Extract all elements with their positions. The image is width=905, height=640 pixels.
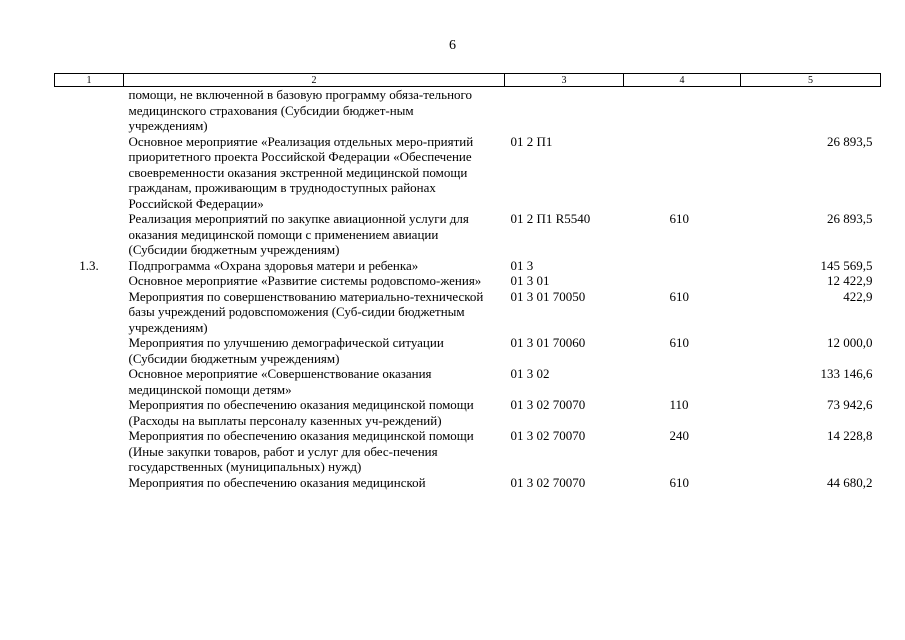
- row-code-cell: 01 3 01: [510, 273, 550, 288]
- row-name-cell: Мероприятия по улучшению демографической ситуации (Субсидии бюджетным учреждениям): [128, 335, 444, 366]
- row-code-cell: 01 3 01 70060: [510, 335, 586, 350]
- row-expense-type-cell: [624, 134, 741, 212]
- table-row: [55, 366, 881, 397]
- column-number-header-row: [55, 74, 881, 87]
- column-header-3: 3: [505, 74, 624, 87]
- column-header-5: 5: [741, 74, 881, 87]
- table-row: [55, 289, 881, 336]
- row-number-cell: [55, 366, 124, 397]
- row-name-cell: Реализация мероприятий по закупке авиационной услуги для оказания медицинской помощи с применением авиации (Субсидии бюджетным учреждениям): [128, 211, 469, 257]
- row-number-cell: [55, 397, 124, 428]
- table-body: [55, 87, 881, 491]
- row-code-cell: 01 3 02 70070: [510, 474, 586, 490]
- row-expense-type-cell: 610: [669, 288, 689, 304]
- table-row: [55, 273, 881, 289]
- row-number-cell: [55, 87, 124, 134]
- row-amount-cell: 422,9: [843, 288, 873, 304]
- row-number-cell: [55, 273, 124, 289]
- table-row: [55, 134, 881, 212]
- row-expense-type-cell: 110: [669, 397, 689, 412]
- row-number-cell: [55, 475, 124, 491]
- row-expense-type-cell: 610: [669, 474, 689, 490]
- row-amount-cell: 133 146,6: [820, 366, 873, 381]
- row-expense-type-cell: 240: [669, 428, 689, 443]
- row-number-cell: [55, 335, 124, 366]
- row-number-cell: [55, 134, 124, 212]
- row-amount-cell: 73 942,6: [827, 397, 873, 412]
- row-name-cell: Мероприятия по обеспечению оказания медицинской: [128, 474, 426, 490]
- column-header-1: 1: [55, 74, 124, 87]
- row-code-cell: 01 3 02 70070: [510, 428, 586, 443]
- row-expense-type-cell: 610: [669, 335, 689, 350]
- row-code-cell: 01 2 П1 R5540: [510, 211, 591, 226]
- page-number: 6: [449, 38, 456, 53]
- row-number-cell: [55, 428, 124, 475]
- row-name-cell: Подпрограмма «Охрана здоровья матери и ребенка»: [128, 257, 419, 273]
- table-row: [55, 335, 881, 366]
- row-amount-cell: 44 680,2: [827, 474, 873, 490]
- table-row: [55, 211, 881, 258]
- row-code-cell: 01 3 01 70050: [510, 288, 586, 304]
- row-amount-cell: 26 893,5: [827, 211, 873, 226]
- row-amount-cell: 26 893,5: [827, 133, 873, 149]
- column-header-4: 4: [624, 74, 741, 87]
- row-name-cell: Основное мероприятие «Совершенствование оказания медицинской помощи детям»: [128, 366, 432, 397]
- row-name-cell: помощи, не включенной в базовую программу обяза-тельного медицинского страхования (Субсидии бюджет-ным учреждениям): [128, 87, 473, 133]
- row-amount-cell: 12 000,0: [827, 335, 873, 350]
- row-code-cell: 01 3 02: [510, 366, 550, 381]
- row-amount-cell: 14 228,8: [827, 428, 873, 443]
- row-expense-type-cell: [624, 273, 741, 289]
- row-expense-type-cell: [624, 366, 741, 397]
- row-expense-type-cell: 610: [669, 211, 689, 226]
- row-expense-type-cell: [624, 258, 741, 274]
- row-amount-cell: 145 569,5: [820, 257, 873, 273]
- row-code-cell: [505, 87, 624, 134]
- row-code-cell: 01 3: [510, 257, 534, 273]
- table-row: [55, 258, 881, 274]
- table-row: [55, 397, 881, 428]
- row-number-cell: [55, 211, 124, 258]
- row-number-cell: [55, 289, 124, 336]
- row-code-cell: 01 2 П1: [510, 133, 553, 149]
- column-header-2: 2: [124, 74, 505, 87]
- row-name-cell: Основное мероприятие «Развитие системы родовспомо-жения»: [128, 273, 482, 288]
- table-row: [55, 428, 881, 475]
- table-row: [55, 475, 881, 491]
- row-name-cell: Мероприятия по обеспечению оказания медицинской помощи (Иные закупки товаров, работ и услуг для обес-печения государственных (муниципальных) нужд): [128, 428, 474, 474]
- row-amount-cell: [741, 87, 881, 134]
- row-name-cell: Мероприятия по обеспечению оказания медицинской помощи (Расходы на выплаты персоналу казенных уч-реждений): [128, 397, 474, 428]
- row-code-cell: 01 3 02 70070: [510, 397, 586, 412]
- budget-table: [54, 73, 881, 490]
- row-number-cell: 1.3.: [79, 257, 99, 273]
- table-row: [55, 87, 881, 134]
- row-name-cell: Основное мероприятие «Реализация отдельных меро-приятий приоритетного проекта Российской Федерации «Обеспечение своевременности оказания экстренной медицинской помощи гражданам, проживающим в труднодоступных районах Российской Федерации»: [128, 133, 474, 211]
- row-expense-type-cell: [624, 87, 741, 134]
- row-amount-cell: 12 422,9: [827, 273, 873, 288]
- row-name-cell: Мероприятия по совершенствованию материально-технической базы учреждений родовспоможения (Суб-сидии бюджетным учреждениям): [128, 288, 484, 335]
